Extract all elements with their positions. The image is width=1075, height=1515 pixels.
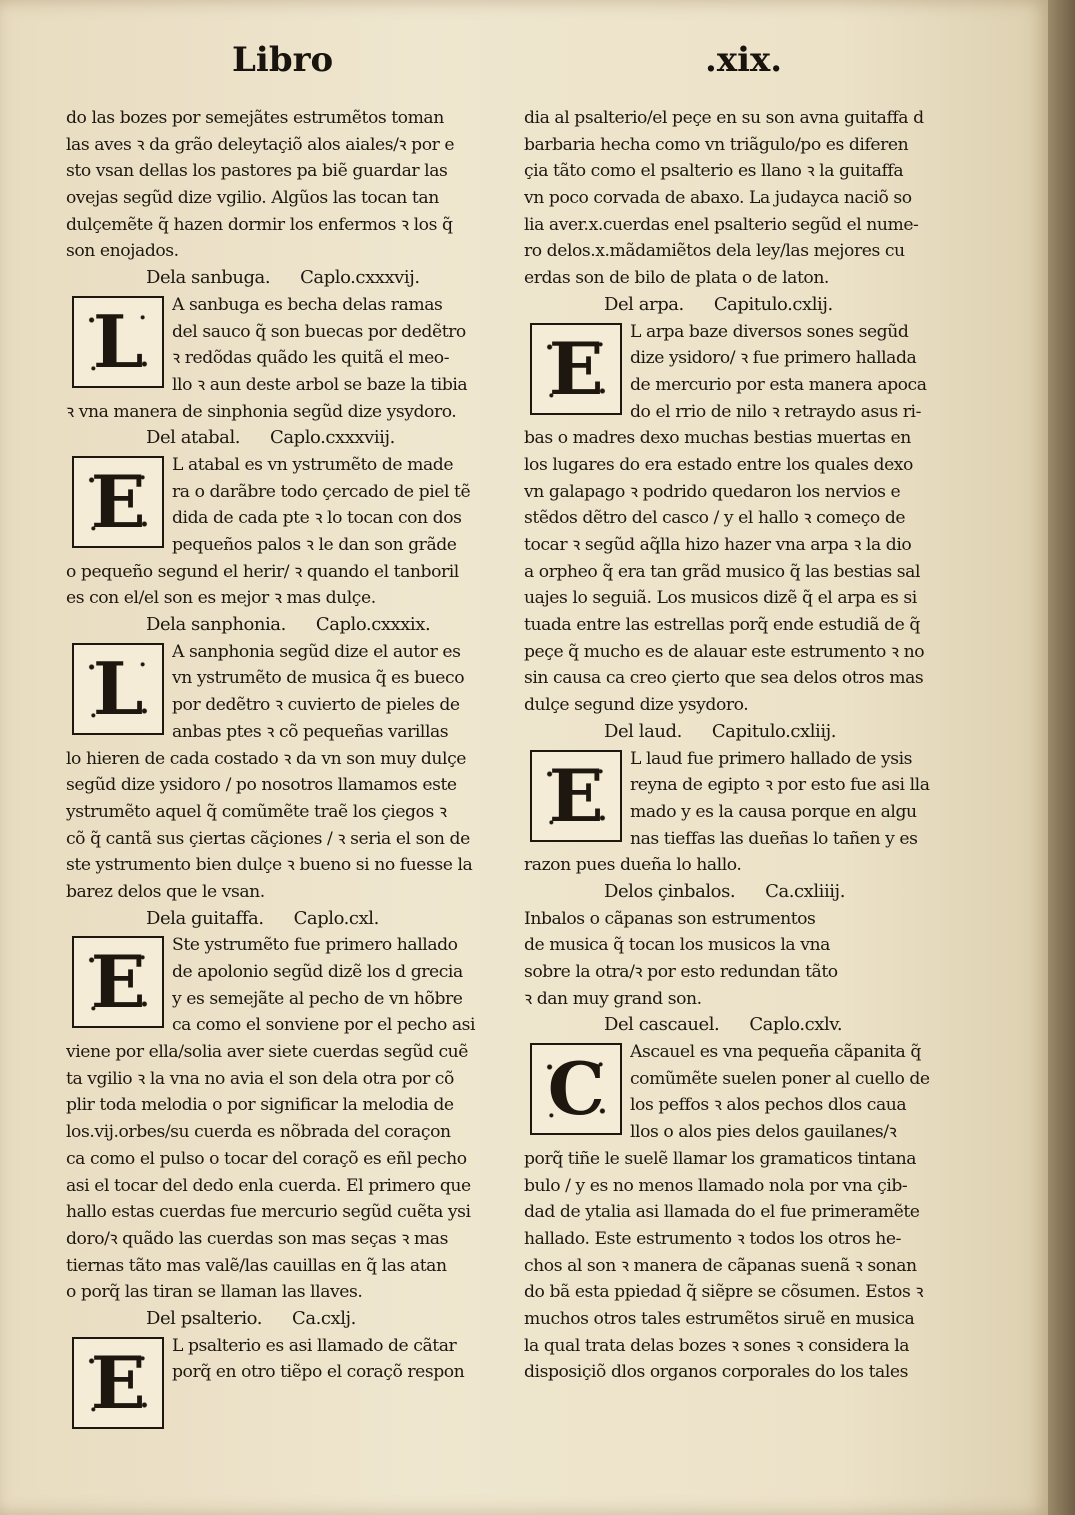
text-line: Ascauel es vna pequeña cãpanita q̃ (630, 1042, 921, 1063)
text-line: es con el/el son es mejor ꝛ mas dulçe. (66, 588, 376, 609)
decorated-initial: E (72, 936, 164, 1028)
chapter-opening (524, 746, 944, 853)
text-line: sin causa ca creo çierto que sea delos otros mas (524, 668, 924, 689)
text-line: los peffos ꝛ alos pechos dlos caua (630, 1095, 907, 1116)
text-line: comũmẽte suelen poner al cuello de (630, 1068, 930, 1089)
text-line: dida de cada pte ꝛ lo tocan con dos (172, 508, 462, 529)
text-line: ꝛ vna manera de sinphonia segũd dize ysydoro. (66, 401, 457, 422)
chapter-title: Dela sanbuga. (146, 267, 271, 289)
text-line: ovejas segũd dize vgilio. Algũos las tocan tan (66, 188, 439, 209)
text-line: çia tãto como el psalterio es llano ꝛ la guitaffa (524, 161, 904, 182)
text-line: muchos otros tales estrumẽtos siruẽ en musica (524, 1308, 915, 1329)
chapter-number: Caplo.cxxxvij. (300, 267, 420, 289)
text-line: ste ystrumento bien dulçe ꝛ bueno si no fuesse la (66, 855, 473, 876)
text-line: A sanphonia segũd dize el autor es (172, 641, 461, 662)
text-line: plir toda melodia o por significar la melodia de (66, 1095, 454, 1116)
text-line: L laud fue primero hallado de ysis (630, 748, 912, 769)
text-line: tocar ꝛ segũd aq̃lla hizo hazer vna arpa ꝛ la dio (524, 535, 912, 555)
chapter-heading (524, 292, 944, 319)
text-line: tiernas tãto mas valẽ/las cauillas en q̃ las atan (66, 1255, 447, 1276)
text-line: la qual trata delas bozes ꝛ sones ꝛ considera la (524, 1335, 910, 1356)
page-edge-shadow (1048, 0, 1075, 1515)
text-line: asi el tocar del dedo enla cuerda. El primero que (66, 1175, 471, 1196)
text-line: cõ q̃ cantã sus çiertas cãçiones / ꝛ seria el son de (66, 828, 470, 849)
text-line: barbaria hecha como vn triãgulo/po es diferen (524, 134, 909, 155)
text-line: llo ꝛ aun deste arbol se baze la tibia (172, 374, 468, 395)
text-line: las aves ꝛ da grão deleytaçiõ alos aiales/ꝛ por e (66, 134, 455, 155)
chapter-number: Caplo.cxxxviij. (270, 427, 395, 449)
header-folio-number: .xix. (705, 40, 783, 80)
chapter-heading (66, 265, 486, 292)
text-line: ystrumẽto aquel q̃ comũmẽte traẽ los çiegos ꝛ (66, 801, 447, 822)
chapter-number: Ca.cxliiij. (765, 880, 845, 902)
text-line: dulçemẽte q̃ hazen dormir los enfermos ꝛ los q̃ (66, 214, 453, 235)
chapter-opening (524, 906, 944, 986)
text-line: porq̃ tiñe le suelẽ llamar los gramaticos tintana (524, 1148, 917, 1169)
text-line: ta vgilio ꝛ la vna no avia el son dela otra por cõ (66, 1068, 454, 1089)
chapter-heading (66, 425, 486, 452)
decorated-initial: E (72, 456, 164, 548)
text-line: por dedẽtro ꝛ cuvierto de pieles de (172, 695, 460, 716)
text-line: dize ysidoro/ ꝛ fue primero hallada (630, 348, 917, 369)
decorated-initial: C (530, 1043, 622, 1135)
text-line: dulçe segund dize ysydoro. (524, 695, 749, 716)
text-line: o porq̃ las tiran se llaman las llaves. (66, 1282, 363, 1303)
text-line: Inbalos o cãpanas son estrumentos (524, 908, 816, 929)
text-line: L psalterio es asi llamado de cãtar (172, 1335, 457, 1356)
text-line: vn galapago ꝛ podrido quedaron los nervios e (524, 481, 901, 502)
text-line: de musica q̃ tocan los musicos la vna (524, 935, 830, 956)
chapter-title: Del cascauel. (604, 1014, 720, 1036)
text-line: viene por ella/solia aver siete cuerdas segũd cuẽ (66, 1042, 468, 1063)
text-line: razon pues dueña lo hallo. (524, 855, 742, 876)
chapter-opening (524, 1039, 944, 1146)
text-line: y es semejãte al pecho de vn hõbre (172, 988, 463, 1009)
text-line: do las bozes por semejãtes estrumẽtos toman (66, 108, 444, 128)
text-line: Ste ystrumẽto fue primero hallado (172, 935, 458, 956)
text-line: o pequeño segund el herir/ ꝛ quando el tanboril (66, 561, 459, 582)
chapter-opening (66, 1333, 486, 1429)
chapter-opening (524, 319, 944, 426)
decorated-initial: E (72, 1337, 164, 1429)
chapter-number: Caplo.cxxxix. (315, 614, 431, 636)
chapter-number: Ca.cxlj. (292, 1307, 356, 1329)
text-line: lia aver.x.cuerdas enel psalterio segũd el nume- (524, 214, 919, 235)
text-line: dia al psalterio/el peçe en su son avna guitaffa d (524, 108, 924, 128)
text-line: bas o madres dexo muchas bestias muertas en (524, 428, 911, 449)
text-line: mado y es la causa porque en algu (630, 801, 917, 822)
chapter-heading (524, 1012, 944, 1039)
text-line: dad de ytalia asi llamada do el fue primeramẽte (524, 1202, 920, 1223)
chapter-heading (524, 879, 944, 906)
chapter-title: Del arpa. (604, 293, 684, 315)
chapter-number: Capitulo.cxlij. (713, 293, 833, 315)
chapter-opening (66, 639, 486, 746)
chapter-title: Del laud. (604, 720, 682, 742)
chapter-title: Dela guitaffa. (146, 907, 264, 929)
text-line: pequeños palos ꝛ le dan son grãde (172, 535, 457, 555)
text-line: L arpa baze diversos sones segũd (630, 321, 909, 342)
text-line: son enojados. (66, 241, 179, 262)
text-line: hallado. Este estrumento ꝛ todos los otros he- (524, 1228, 901, 1249)
chapter-number: Caplo.cxl. (293, 907, 379, 929)
text-line: de apolonio segũd dizẽ los d grecia (172, 962, 463, 982)
text-line: ca como el pulso o tocar del coraçõ es eñl pecho (66, 1148, 467, 1169)
text-line: los lugares do era estado entre los quales dexo (524, 454, 913, 475)
chapter-number: Capitulo.cxliij. (711, 720, 837, 742)
text-line: de mercurio por esta manera apoca (630, 374, 927, 395)
chapter-heading (66, 906, 486, 933)
text-line: disposiçiõ dlos organos corporales do los tales (524, 1362, 908, 1383)
text-line: tuada entre las estrellas porq̃ ende estudiã de q̃ (524, 615, 920, 636)
text-line: hallo estas cuerdas fue mercurio segũd cuẽta ysi (66, 1202, 471, 1223)
text-line: anbas ptes ꝛ cõ pequeñas varillas (172, 721, 449, 742)
chapter-opening (66, 452, 486, 559)
text-line: llos o alos pies delos gauilanes/ꝛ (630, 1122, 897, 1143)
text-line: lo hieren de cada costado ꝛ da vn son muy dulçe (66, 748, 466, 769)
chapter-title: Dela sanphonia. (146, 614, 286, 636)
chapter-title: Del atabal. (146, 427, 241, 449)
right-text-column (524, 105, 944, 1386)
decorated-initial: L (72, 643, 164, 735)
text-line: porq̃ en otro tiẽpo el coraçõ respon (172, 1362, 465, 1383)
text-line: ra o darãbre todo çercado de piel tẽ (172, 481, 471, 502)
text-line: nas tieffas las dueñas lo tañen y es (630, 828, 918, 849)
text-line: los.vij.orbes/su cuerda es nõbrada del coraçon (66, 1122, 451, 1143)
decorated-initial: E (530, 323, 622, 415)
text-line: a orpheo q̃ era tan grãd musico q̃ las bestias sal (524, 561, 921, 582)
text-line: erdas son de bilo de plata o de laton. (524, 268, 829, 289)
text-line: L atabal es vn ystrumẽto de made (172, 454, 454, 475)
chapter-opening (66, 292, 486, 399)
text-line: ꝛ redõdas quãdo les quitã el meo- (172, 348, 450, 369)
text-line: ro delos.x.mãdamiẽtos dela ley/las mejores cu (524, 241, 905, 262)
text-line: del sauco q̃ son buecas por dedẽtro (172, 321, 466, 342)
chapter-opening (66, 932, 486, 1039)
text-line: barez delos que le vsan. (66, 881, 265, 902)
text-line: chos al son ꝛ manera de cãpanas suenã ꝛ sonan (524, 1255, 917, 1276)
chapter-number: Caplo.cxlv. (749, 1014, 843, 1036)
chapter-heading (66, 612, 486, 639)
text-line: ca como el sonviene por el pecho asi (172, 1015, 476, 1036)
text-line: stẽdos dẽtro del casco / y el hallo ꝛ começo de (524, 508, 906, 529)
chapter-title: Delos çinbalos. (604, 880, 736, 902)
text-line: doro/ꝛ quãdo las cuerdas son mas seças ꝛ mas (66, 1228, 448, 1249)
chapter-heading (66, 1306, 486, 1333)
running-header (0, 40, 1048, 90)
header-book-title: Libro (232, 40, 334, 80)
text-line: do el rrio de nilo ꝛ retraydo asus ri- (630, 401, 921, 422)
text-line: vn ystrumẽto de musica q̃ es bueco (172, 668, 465, 689)
chapter-heading (524, 719, 944, 746)
text-line: ꝛ dan muy grand son. (524, 988, 702, 1009)
text-line: peçe q̃ mucho es de alauar este estrumento ꝛ no (524, 641, 925, 662)
text-line: uajes lo seguiã. Los musicos dizẽ q̃ el arpa es si (524, 588, 917, 609)
text-line: bulo / y es no menos llamado nola por vna çib- (524, 1175, 908, 1196)
text-line: vn poco corvada de abaxo. La judayca naciõ so (524, 188, 912, 209)
text-line: sobre la otra/ꝛ por esto redundan tãto (524, 962, 838, 982)
text-line: reyna de egipto ꝛ por esto fue asi lla (630, 775, 930, 796)
decorated-initial: L (72, 296, 164, 388)
text-line: sto vsan dellas los pastores pa biẽ guardar las (66, 161, 448, 182)
left-text-column (66, 105, 486, 1429)
text-line: segũd dize ysidoro / po nosotros llamamos este (66, 775, 457, 796)
decorated-initial: E (530, 750, 622, 842)
text-line: A sanbuga es becha delas ramas (172, 294, 443, 315)
text-line: do bã esta ppiedad q̃ siẽpre se cõsumen. Estos ꝛ (524, 1282, 924, 1303)
chapter-title: Del psalterio. (146, 1307, 262, 1329)
